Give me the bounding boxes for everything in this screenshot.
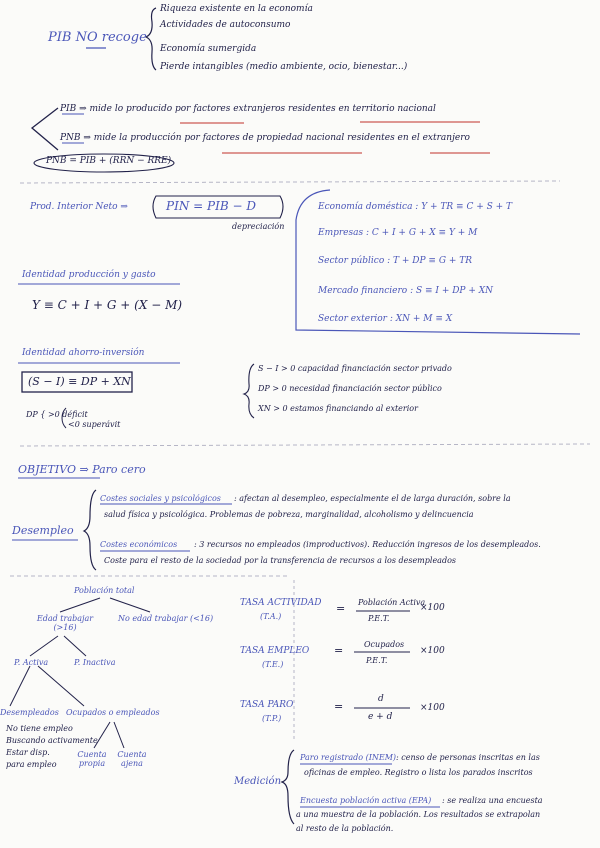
agent-mercado-financiero: Mercado financiero : S ≡ I + DP + XN [318, 286, 494, 296]
tree-poblacion-activa: P. Activa [14, 658, 49, 667]
tree-poblacion-inactiva: P. Inactiva [74, 658, 116, 667]
pib-no-item-2: Actividades de autoconsumo [160, 20, 291, 30]
capacidad-privado: S − I > 0 capacidad financiación sector privado [258, 364, 452, 373]
tasa-paro-den: e + d [368, 712, 393, 722]
tasa-actividad-num: Población Activa [358, 598, 426, 607]
pin-depreciation-note: depreciación [232, 222, 285, 231]
tree-no-edad-trabajar: No edad trabajar (<16) [118, 614, 214, 623]
pin-formula: PIN = PIB − D [166, 199, 256, 213]
tasa-actividad-times100: ×100 [420, 603, 445, 613]
tasa-paro-eq: = [334, 700, 344, 713]
tasa-paro-times100: ×100 [420, 703, 445, 713]
agent-empresas: Empresas : C + I + G + X ≡ Y + M [318, 228, 478, 238]
costes-sociales-text-1: : afectan al desempleo, especialmente el de larga duración, sobre la [234, 494, 511, 503]
costes-economicos-title: Costes económicos [100, 540, 178, 549]
tasa-actividad-abbr: (T.A.) [260, 612, 282, 621]
tree-desempleados: Desempleados [0, 708, 59, 717]
identidad-ahorro-title: Identidad ahorro-inversión [22, 348, 145, 358]
costes-economicos-text-1: : 3 recursos no empleados (improductivos). Reducción ingresos de los desempleados. [194, 540, 541, 549]
tree-desempleados-item-2: Buscando activamente [6, 736, 98, 745]
pib-definition: PIB ⇒ mide lo producido por factores extranjeros residentes en territorio nacional [60, 104, 436, 114]
identidad-ahorro-formula: (S − I) ≡ DP + XN [28, 375, 131, 388]
tree-edad-trabajar: Edad trabajar (>16) [36, 614, 94, 632]
identidad-produccion-title: Identidad producción y gasto [22, 270, 156, 280]
dp-note-deficit: DP { >0 déficit [26, 410, 88, 419]
costes-sociales-title: Costes sociales y psicológicos [100, 494, 221, 503]
pib-no-item-1: Riqueza existente en la economía [160, 4, 313, 14]
pib-no-recoge-title: PIB NO recoge [48, 30, 147, 45]
desempleo-title: Desempleo [12, 524, 74, 537]
tree-poblacion-total: Población total [74, 586, 135, 595]
necesidad-publico: DP > 0 necesidad financiación sector público [258, 384, 442, 393]
paro-registrado-text-1: : censo de personas inscritas en las [396, 753, 540, 762]
tree-cuenta-ajena: Cuenta ajena [117, 750, 147, 768]
epa-text-3: al resto de la población. [296, 824, 394, 833]
tasa-empleo-times100: ×100 [420, 646, 445, 656]
epa-title: Encuesta población activa (EPA) [300, 796, 432, 805]
dp-note-superavit: <0 superávit [68, 420, 121, 429]
tree-desempleados-item-4: para empleo [6, 760, 57, 769]
paro-registrado-text-2: oficinas de empleo. Registro o lista los parados inscritos [304, 768, 533, 777]
tasa-actividad-den: P.E.T. [368, 614, 390, 623]
epa-text-1: : se realiza una encuesta [442, 796, 543, 805]
tree-ocupados: Ocupados o empleados [66, 708, 160, 717]
agent-economia-domestica: Economía doméstica : Y + TR ≡ C + S + T [318, 202, 513, 212]
tasa-empleo-eq: = [334, 644, 344, 657]
tasa-actividad-label: TASA ACTIVIDAD [240, 598, 322, 608]
identidad-produccion-formula: Y ≡ C + I + G + (X − M) [32, 298, 183, 312]
tasa-empleo-den: P.E.T. [366, 656, 388, 665]
agent-sector-publico: Sector público : T + DP ≡ G + TR [318, 256, 473, 266]
agent-sector-exterior: Sector exterior : XN + M ≡ X [318, 314, 453, 324]
tree-desempleados-item-3: Estar disp. [6, 748, 50, 757]
paro-registrado-title: Paro registrado (INEM) [300, 753, 397, 762]
pib-no-item-4: Pierde intangibles (medio ambiente, ocio, bienestar...) [160, 62, 408, 72]
costes-economicos-text-2: Coste para el resto de la sociedad por la transferencia de recursos a los desempleados [104, 556, 456, 565]
financiando-exterior: XN > 0 estamos financiando al exterior [258, 404, 418, 413]
tasa-paro-abbr: (T.P.) [262, 714, 282, 723]
tasa-actividad-eq: = [336, 602, 346, 615]
tasa-empleo-label: TASA EMPLEO [240, 646, 310, 656]
pnb-formula: PNB = PIB + (RRN − RRE) [46, 156, 172, 166]
pib-no-item-3: Economía sumergida [160, 44, 257, 54]
pnb-definition: PNB ⇒ mide la producción por factores de propiedad nacional residentes en el extranjero [60, 133, 470, 143]
tasa-paro-label: TASA PARO [240, 700, 294, 710]
tree-desempleados-item-1: No tiene empleo [6, 724, 73, 733]
objetivo-paro-cero: OBJETIVO ⇒ Paro cero [18, 463, 146, 476]
tasa-empleo-num: Ocupados [364, 640, 405, 649]
epa-text-2: a una muestra de la población. Los resultados se extrapolan [296, 810, 541, 819]
medicion-title: Medición [234, 776, 282, 787]
tasa-paro-num: d [378, 694, 384, 704]
tree-cuenta-propia: Cuenta propia [77, 750, 107, 768]
pin-label: Prod. Interior Neto ⇒ [30, 202, 128, 212]
costes-sociales-text-2: salud física y psicológica. Problemas de pobreza, marginalidad, alcoholismo y delincuencia [104, 510, 474, 519]
tasa-empleo-abbr: (T.E.) [262, 660, 284, 669]
